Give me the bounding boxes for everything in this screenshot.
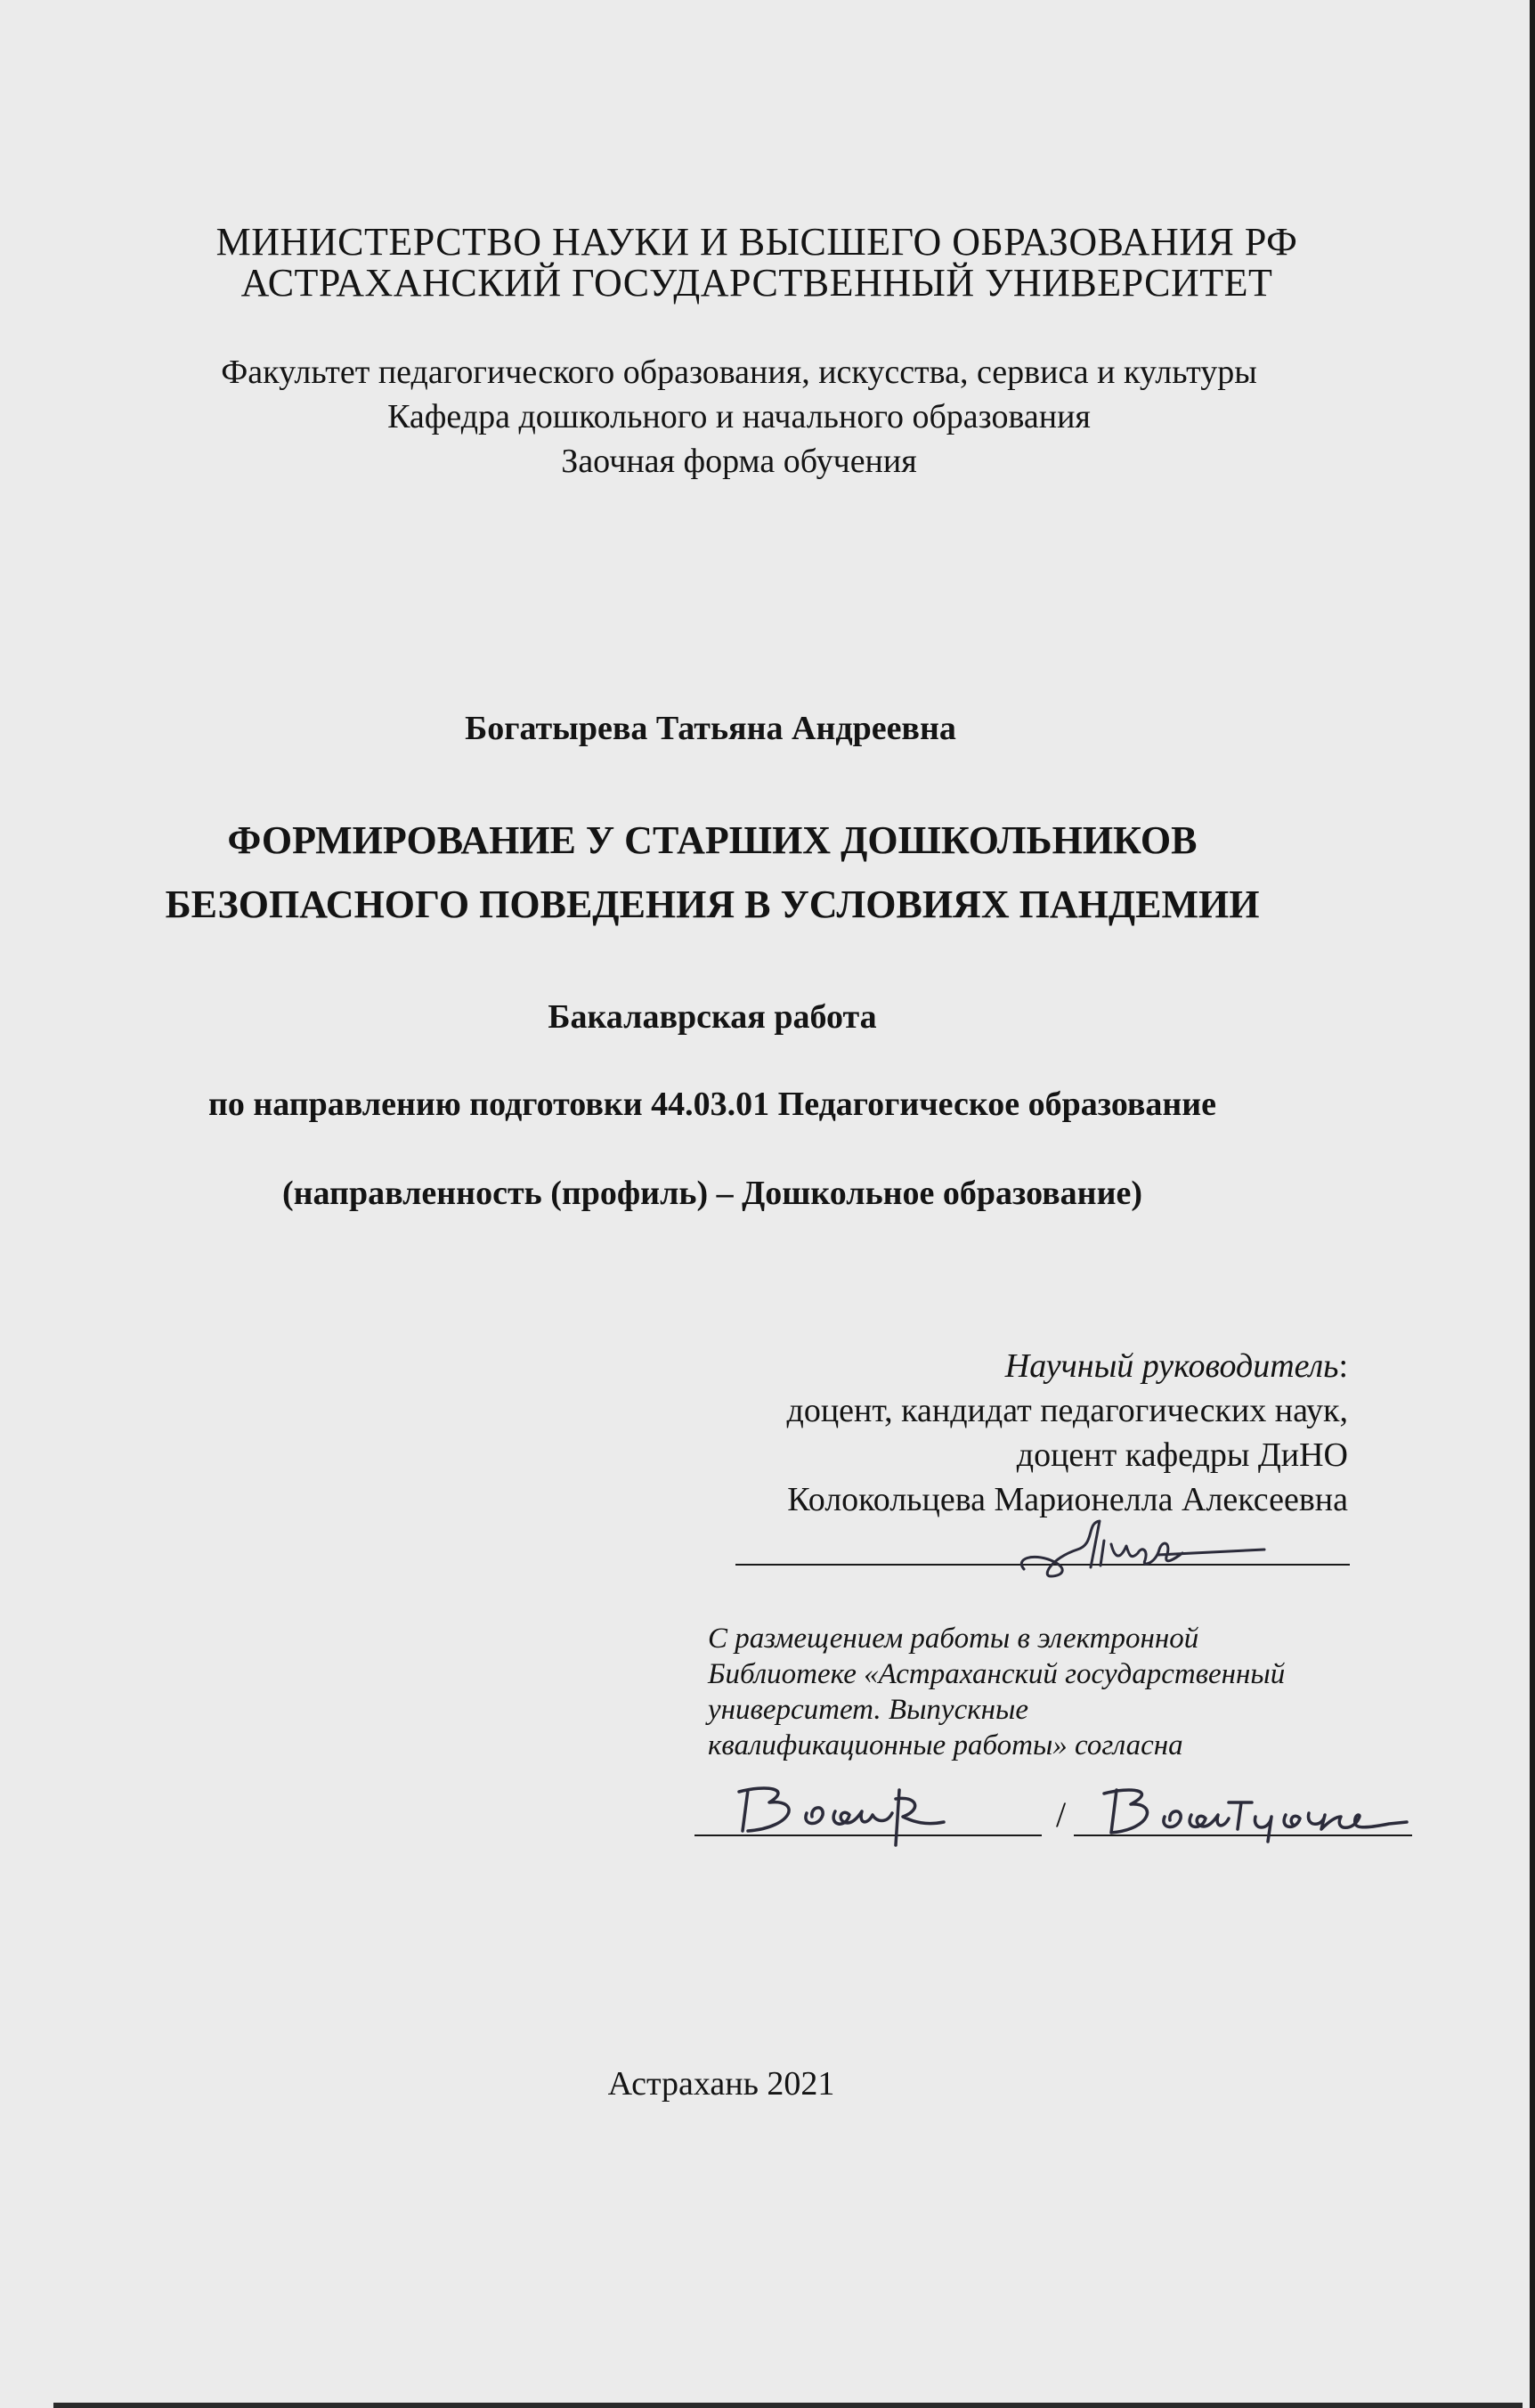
supervisor-label [1005, 1346, 1348, 1386]
footer-city-year: Астрахань 2021 [607, 2065, 835, 2103]
thesis-title-line2: БЕЗОПАСНОГО ПОВЕДЕНИЯ В УСЛОВИЯХ ПАНДЕМИИ [165, 883, 1260, 926]
author-name: Богатырева Татьяна Андреевна [465, 710, 956, 747]
supervisor-label-colon: : [1338, 1347, 1348, 1385]
supervisor-name: Колокольцева Марионелла Алексеевна [787, 1481, 1348, 1518]
chair-name: Кафедра дошкольного и начального образования [387, 398, 1091, 435]
student-signature [730, 1772, 997, 1852]
profile: (направленность (профиль) – Дошкольное образование) [282, 1175, 1142, 1212]
study-form: Заочная форма обучения [561, 443, 917, 480]
supervisor-position: доцент кафедры ДиНО [1016, 1436, 1348, 1474]
consent-line1: С размещением работы в электронной [708, 1623, 1199, 1655]
consent-line4: квалификационные работы» согласна [708, 1729, 1183, 1761]
supervisor-signature [1015, 1514, 1282, 1585]
ministry-heading: МИНИСТЕРСТВО НАУКИ И ВЫСШЕГО ОБРАЗОВАНИЯ РФ [215, 220, 1298, 264]
work-type: Бакалаврская работа [548, 998, 877, 1036]
signature-separator: / [1056, 1794, 1067, 1834]
consent-line2: Библиотеке «Астраханский государственный [708, 1658, 1286, 1690]
consent-line3: университет. Выпускные [708, 1694, 1029, 1726]
supervisor-degree: доцент, кандидат педагогических наук, [786, 1392, 1348, 1429]
thesis-title-line1: ФОРМИРОВАНИЕ У СТАРШИХ ДОШКОЛЬНИКОВ [227, 818, 1198, 862]
scan-edge-right [1530, 0, 1535, 2408]
scan-edge-bottom [53, 2403, 1523, 2408]
student-handwritten-name [1095, 1778, 1416, 1849]
direction: по направлению подготовки 44.03.01 Педагогическое образование [207, 1086, 1217, 1123]
faculty-name: Факультет педагогического образования, искусства, сервиса и культуры [221, 354, 1257, 391]
university-heading: АСТРАХАНСКИЙ ГОСУДАРСТВЕННЫЙ УНИВЕРСИТЕТ [240, 261, 1273, 305]
supervisor-label-text: Научный руководитель [1004, 1347, 1339, 1385]
